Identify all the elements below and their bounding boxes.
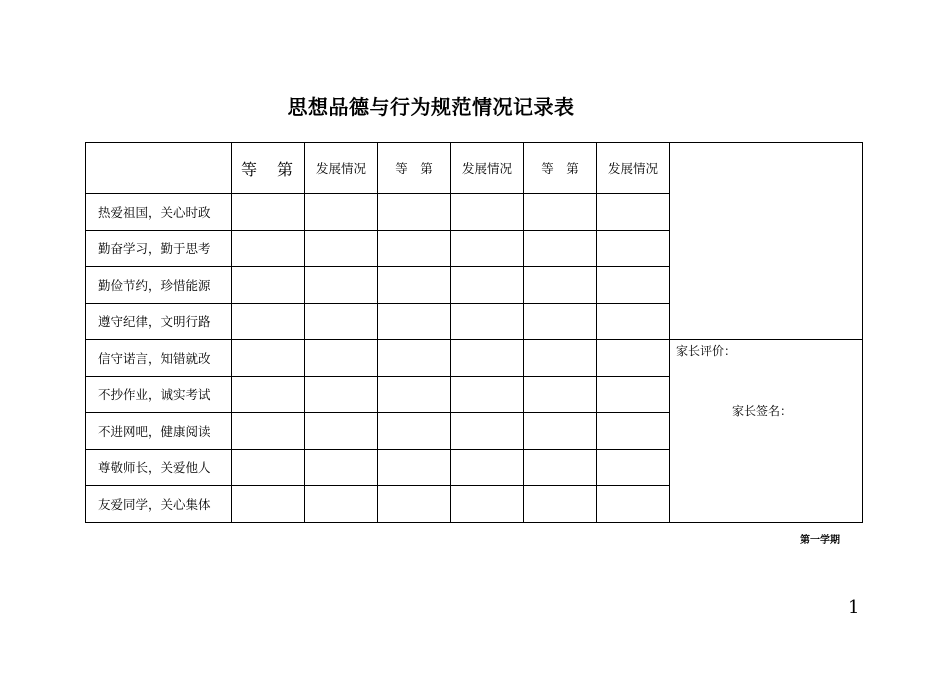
grade-cell[interactable]: [524, 230, 597, 267]
row-label: 不抄作业，诚实考试: [86, 376, 232, 413]
grade-cell[interactable]: [232, 230, 305, 267]
grade-cell[interactable]: [378, 449, 451, 486]
grade-cell[interactable]: [524, 449, 597, 486]
page-title: 思想品德与行为规范情况记录表: [287, 95, 575, 119]
grade-cell[interactable]: [232, 340, 305, 377]
row-label: 信守诺言，知错就改: [86, 340, 232, 377]
header-grade-1: 等 第: [232, 143, 305, 194]
grade-cell[interactable]: [378, 376, 451, 413]
header-grade-2: 等 第: [378, 143, 451, 194]
grade-cell[interactable]: [378, 194, 451, 231]
grade-cell[interactable]: [232, 486, 305, 523]
grade-cell[interactable]: [378, 340, 451, 377]
grade-cell[interactable]: [232, 267, 305, 304]
development-cell[interactable]: [597, 376, 670, 413]
development-cell[interactable]: [597, 449, 670, 486]
development-cell[interactable]: [451, 376, 524, 413]
grade-cell[interactable]: [524, 194, 597, 231]
grade-cell[interactable]: [524, 486, 597, 523]
grade-cell[interactable]: [378, 413, 451, 450]
development-cell[interactable]: [451, 413, 524, 450]
grade-cell[interactable]: [232, 303, 305, 340]
page-number: 1: [848, 597, 860, 618]
development-cell[interactable]: [597, 413, 670, 450]
row-label: 勤奋学习，勤于思考: [86, 230, 232, 267]
development-cell[interactable]: [305, 194, 378, 231]
grade-cell[interactable]: [524, 340, 597, 377]
development-cell[interactable]: [305, 449, 378, 486]
development-cell[interactable]: [597, 486, 670, 523]
development-cell[interactable]: [305, 376, 378, 413]
development-cell[interactable]: [305, 340, 378, 377]
term-label: 第一学期: [800, 535, 840, 546]
grade-cell[interactable]: [378, 230, 451, 267]
record-table: [85, 142, 863, 523]
header-blank-cell: [86, 143, 232, 194]
development-cell[interactable]: [451, 267, 524, 304]
development-cell[interactable]: [305, 303, 378, 340]
development-cell[interactable]: [305, 267, 378, 304]
development-cell[interactable]: [451, 486, 524, 523]
header-development-1: 发展情况: [305, 143, 378, 194]
row-label: 尊敬师长，关爱他人: [86, 449, 232, 486]
development-cell[interactable]: [305, 230, 378, 267]
development-cell[interactable]: [451, 449, 524, 486]
grade-cell[interactable]: [232, 194, 305, 231]
header-grade-3: 等 第: [524, 143, 597, 194]
grade-cell[interactable]: [232, 449, 305, 486]
grade-cell[interactable]: [524, 303, 597, 340]
grade-cell[interactable]: [232, 376, 305, 413]
development-cell[interactable]: [597, 303, 670, 340]
development-cell[interactable]: [597, 267, 670, 304]
development-cell[interactable]: [597, 194, 670, 231]
header-row: [86, 143, 863, 194]
row-label: 友爱同学，关心集体: [86, 486, 232, 523]
table-row: [86, 340, 863, 377]
parent-signature-label: 家长签名：: [732, 404, 793, 418]
parent-evaluation-label: 家长评价：: [676, 344, 737, 358]
row-label: 遵守纪律，文明行路: [86, 303, 232, 340]
development-cell[interactable]: [597, 230, 670, 267]
row-label: 热爱祖国，关心时政: [86, 194, 232, 231]
row-label: 勤俭节约，珍惜能源: [86, 267, 232, 304]
header-development-3: 发展情况: [597, 143, 670, 194]
blank-side-cell: [670, 143, 863, 340]
grade-cell[interactable]: [378, 486, 451, 523]
grade-cell[interactable]: [378, 267, 451, 304]
development-cell[interactable]: [305, 486, 378, 523]
development-cell[interactable]: [305, 413, 378, 450]
row-label: 不进网吧，健康阅读: [86, 413, 232, 450]
grade-cell[interactable]: [524, 413, 597, 450]
header-development-2: 发展情况: [451, 143, 524, 194]
development-cell[interactable]: [451, 194, 524, 231]
grade-cell[interactable]: [378, 303, 451, 340]
development-cell[interactable]: [451, 303, 524, 340]
parent-cell[interactable]: [670, 340, 863, 523]
grade-cell[interactable]: [232, 413, 305, 450]
development-cell[interactable]: [451, 340, 524, 377]
development-cell[interactable]: [451, 230, 524, 267]
grade-cell[interactable]: [524, 376, 597, 413]
grade-cell[interactable]: [524, 267, 597, 304]
development-cell[interactable]: [597, 340, 670, 377]
